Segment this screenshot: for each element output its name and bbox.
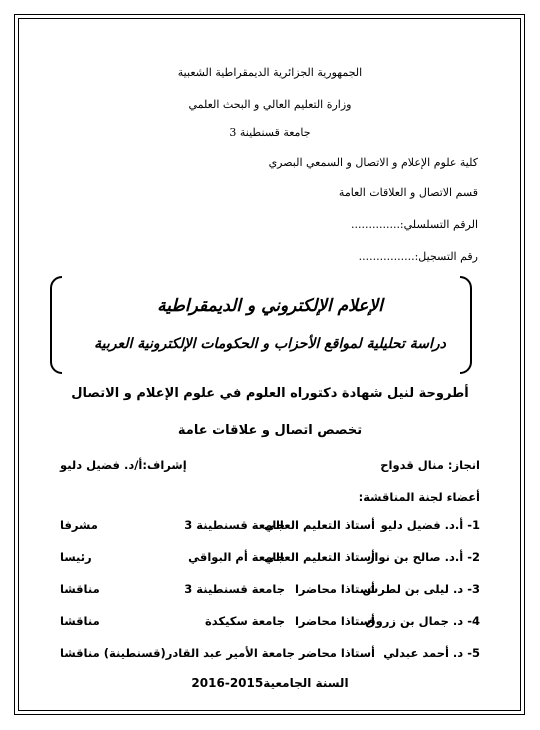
faculty-name: كلية علوم الإعلام و الاتصال و السمعي البصري bbox=[268, 156, 478, 169]
university-name: جامعة قسنطينة 3 bbox=[229, 126, 311, 139]
member-role: مشرفا bbox=[60, 518, 98, 532]
committee-row bbox=[60, 550, 480, 570]
thesis-title: الإعلام الإلكتروني و الديمقراطية bbox=[157, 296, 383, 316]
member-name: 3- د. ليلى بن لطرش bbox=[362, 582, 480, 596]
committee-heading: أعضاء لجنة المناقشة: bbox=[358, 490, 480, 504]
serial-number: الرقم التسلسلي:.............. bbox=[350, 218, 478, 231]
thesis-subtitle: دراسة تحليلية لمواقع الأحزاب و الحكومات الإلكترونية العربية bbox=[94, 336, 446, 352]
member-university: جامعة سكيكدة bbox=[204, 614, 285, 628]
republic-name: الجمهورية الجزائرية الديمقراطية الشعبية bbox=[177, 66, 363, 79]
member-university: جامعة الأمير عبد القادر(قسنطينة) bbox=[103, 646, 295, 660]
member-rank: أستاذ التعليم العالي bbox=[263, 518, 375, 532]
member-rank: أستاذ التعليم العالي bbox=[263, 550, 375, 564]
member-name: 4- د. جمال بن زروق bbox=[365, 614, 480, 628]
thesis-specialty: تخصص اتصال و علاقات عامة bbox=[177, 423, 363, 438]
page-border-inner bbox=[18, 18, 521, 711]
student-name: انجاز: منال قدواح bbox=[380, 458, 480, 472]
member-role: رئيسا bbox=[60, 550, 92, 564]
title-bracket-right bbox=[460, 276, 472, 374]
committee-row bbox=[60, 582, 480, 602]
member-role: مناقشا bbox=[60, 646, 100, 660]
member-university: جامعة قسنطينة 3 bbox=[184, 582, 285, 596]
committee-row bbox=[60, 646, 480, 666]
member-university: جامعة أم البواقي bbox=[188, 550, 285, 564]
committee-row bbox=[60, 614, 480, 634]
member-name: 1- أ.د. فضيل دليو bbox=[380, 518, 480, 532]
member-name: 2- أ.د. صالح بن نوار bbox=[367, 550, 480, 564]
department-name: قسم الاتصال و العلاقات العامة bbox=[338, 186, 478, 199]
member-name: 5- د. أحمد عبدلي bbox=[383, 646, 480, 660]
thesis-purpose: أطروحة لنيل شهادة دكتوراه العلوم في علوم الإعلام و الاتصال bbox=[71, 386, 469, 401]
member-rank: أستاذا محاضرا bbox=[294, 582, 375, 596]
member-university: جامعة قسنطينة 3 bbox=[184, 518, 285, 532]
member-rank: أستاذا محاضرا bbox=[294, 614, 375, 628]
ministry-name: وزارة التعليم العالي و البحث العلمي bbox=[188, 98, 352, 111]
member-role: مناقشا bbox=[60, 614, 100, 628]
committee-row bbox=[60, 518, 480, 538]
registration-number: رقم التسجيل:................ bbox=[358, 250, 478, 263]
academic-year: السنة الجامعية2015-2016 bbox=[191, 676, 349, 690]
member-rank: أستاذا محاضر bbox=[298, 646, 375, 660]
title-bracket-left bbox=[50, 276, 62, 374]
member-role: مناقشا bbox=[60, 582, 100, 596]
supervisor-name: إشراف:أ/د. فضيل دليو bbox=[60, 458, 187, 472]
